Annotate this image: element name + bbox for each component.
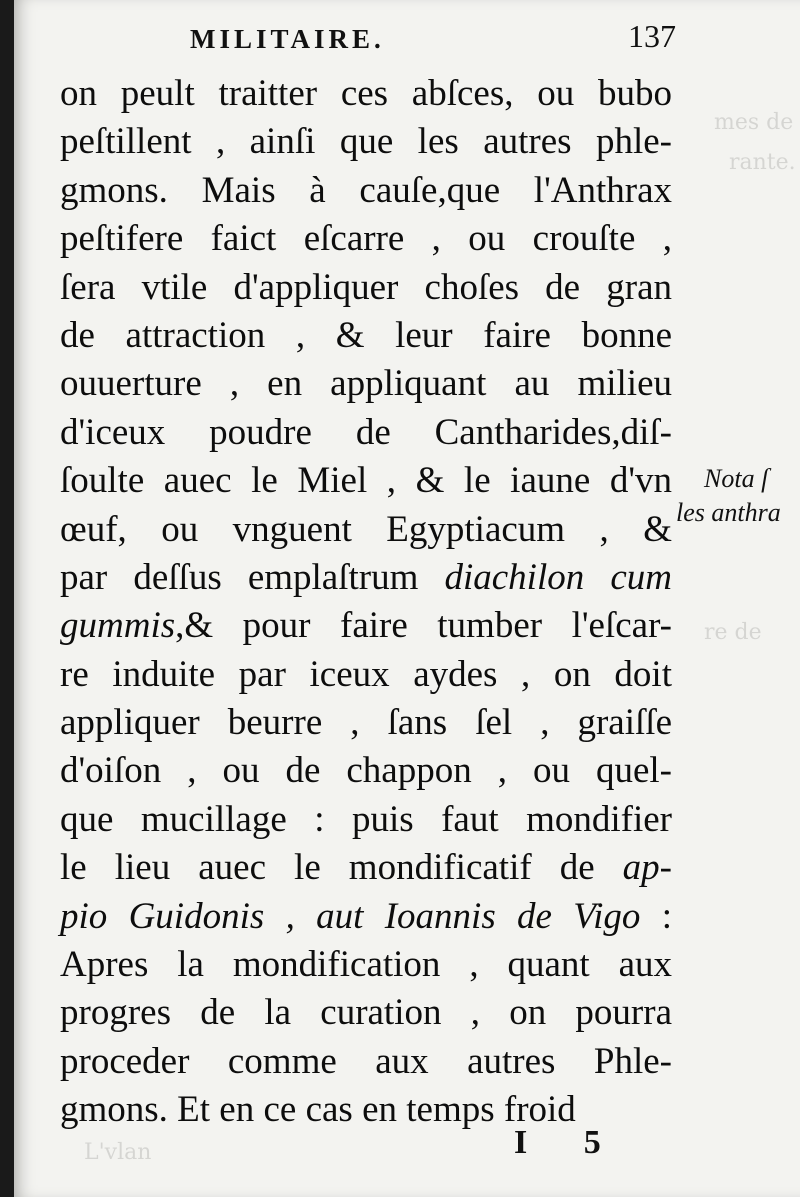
italic-text: diachilon cum [444,556,672,598]
roman-text: : [640,895,673,937]
roman-text: ouuerture , en appliquant au milieu [60,363,672,405]
italic-text: gummis [60,605,176,647]
roman-text: ,& pour faire tumber l'eſcar- [175,605,672,647]
roman-text: par deſſus emplaſtrum [60,556,445,598]
text-line [60,167,672,215]
text-line [60,844,672,892]
roman-text: on peult traitter ces abſces, ou bubo [60,73,672,114]
text-line [60,1038,672,1086]
text-line [60,457,672,505]
roman-text: peſtifere faict eſcarre , ou crouſte , [60,218,672,260]
roman-text: d'oiſon , ou de chappon , ou quel- [60,750,672,792]
text-line [60,941,672,989]
roman-text: que mucillage : puis faut mondifier [60,798,672,840]
roman-text: œuf, ou vnguent Egyptiacum , & [60,508,672,550]
body-text [60,70,672,1135]
roman-text: peſtillent , ainſi que les autres phle- [60,121,672,163]
roman-text: Apres la mondification , quant aux [60,944,672,986]
roman-text: ſera vtile d'appliquer choſes de gran [60,266,672,308]
text-line [60,70,672,118]
marginal-note-line: Nota ſ [704,464,769,493]
italic-text: pio Guidonis , aut Ioannis de Vigo [60,895,641,937]
text-line [60,989,672,1037]
text-line [60,215,672,263]
roman-text: proceder comme aux autres Phle- [60,1040,672,1082]
text-line [60,360,672,408]
text-line [60,264,672,312]
marginal-note [676,462,781,530]
italic-text: ap- [622,847,672,889]
text-line [60,699,672,747]
roman-text: re induite par iceux aydes , on doit [60,653,672,695]
text-line [60,554,672,602]
text-line [60,893,672,941]
text-line [60,118,672,166]
signature-mark: I 5 [514,1124,625,1161]
bleed-through-text: L'vlan [84,1140,152,1165]
roman-text: le lieu auec le mondificatif de [60,847,623,889]
marginal-note-line: les anthra [676,498,781,527]
running-title: MILITAIRE. [190,24,385,54]
roman-text: ſoulte auec le Miel , & le iaune d'vn [60,460,672,502]
bleed-through-text: re de [704,620,762,645]
text-line [60,602,672,650]
text-line [60,796,672,844]
bleed-through-text: mes de [714,110,794,135]
text-line [60,409,672,457]
roman-text: progres de la curation , on pourra [60,992,672,1034]
roman-text: gmons. Et en ce cas en temps froid [60,1089,576,1131]
roman-text: de attraction , & leur faire bonne [60,314,672,356]
text-line [60,651,672,699]
text-line [60,506,672,554]
roman-text: appliquer beurre , ſans ſel , graiſſe [60,702,672,744]
bleed-through-text: rante. [729,150,796,175]
roman-text: gmons. Mais à cauſe,que l'Anthrax [60,169,672,211]
roman-text: d'iceux poudre de Cantharides,diſ- [60,411,672,453]
text-line [60,312,672,360]
text-line [60,747,672,795]
page-number: 137 [628,18,676,54]
